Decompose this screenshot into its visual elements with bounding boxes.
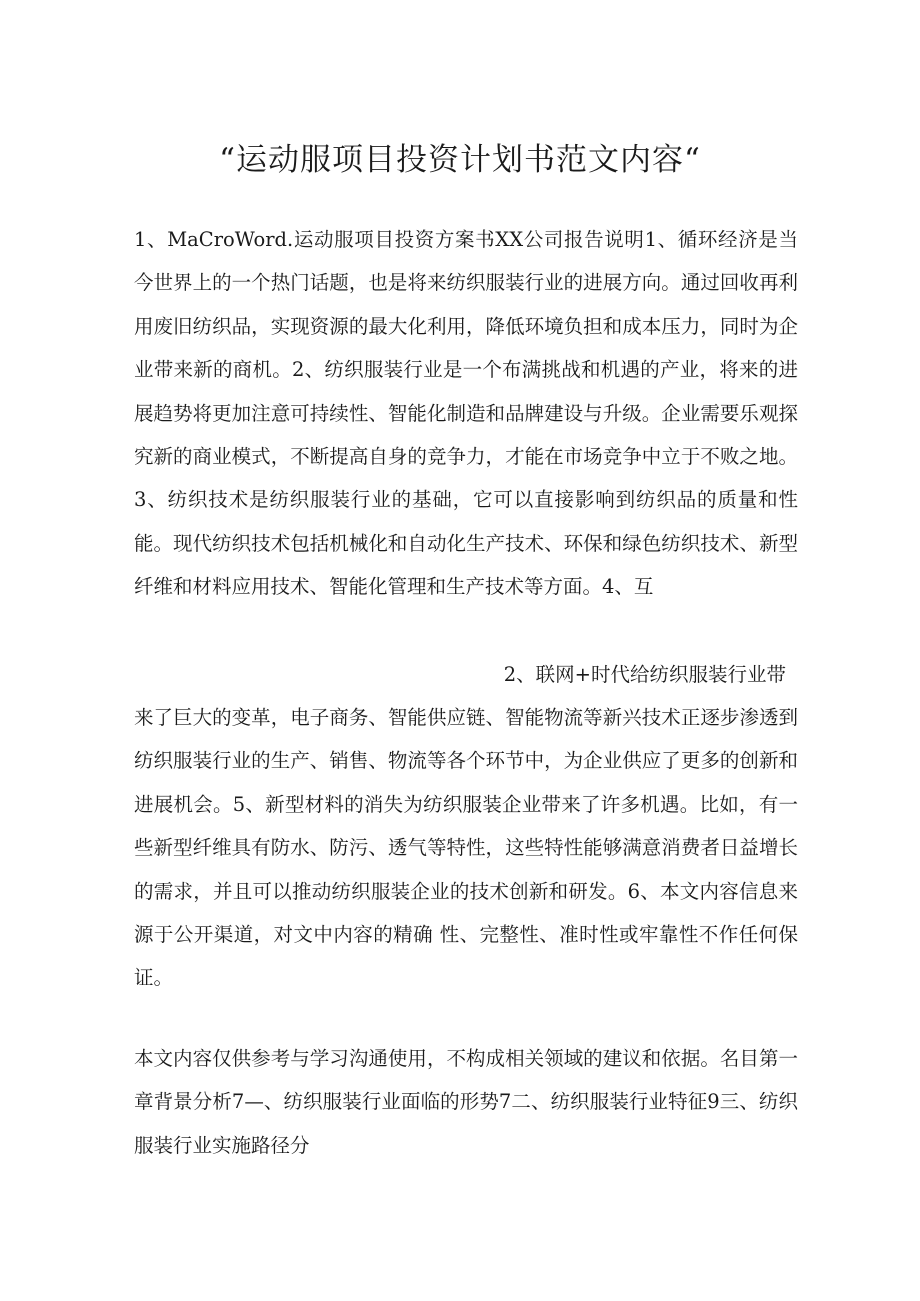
paragraph-1: 1、MaCroWord.运动服项目投资方案书XX公司报告说明1、循环经济是当今世界上的一个热门话题，也是将来纺织服装行业的进展方向。通过回收再利用废旧纺织品，实现资源的最大化利用，降低环境负担和成本压力，同时为企业带来新的商机。2、纺织服装行业是一个布满挑战和机遇的产业，将来的进展趋势将更加注意可持续性、智能化制造和品牌建设与升级。企业需要乐观探究新的商业模式，不断提高自身的竞争力，才能在市场竞争中立于不败之地。3、纺织技术是纺织服装行业的基础，它可以直接影响到纺织品的质量和性能。现代纺织技术包括机械化和自动化生产技术、环保和绿色纺织技术、新型纤维和材料应用技术、智能化管理和生产技术等方面。4、互 xyxy=(134,228,798,599)
paragraph-3: 本文内容仅供参考与学习沟通使用，不构成相关领域的建议和依据。名目第一章背景分析7—、纺织服装行业面临的形势7二、纺织服装行业特征9三、纺织服装行业实施路径分 xyxy=(134,1047,798,1157)
right-aligned-line: 2、联网+时代给纺织服装行业带 xyxy=(503,663,786,686)
document-title: “运动服项目投资计划书范文内容“ xyxy=(219,142,701,178)
paragraph-2: 来了巨大的变革，电子商务、智能供应链、智能物流等新兴技术正逐步渗透到纺织服装行业的生产、销售、物流等各个环节中，为企业供应了更多的创新和进展机会。5、新型材料的消失为纺织服装企业带来了许多机遇。比如，有一些新型纤维具有防水、防污、透气等特性，这些特性能够满意消费者日益增长的需求，并且可以推动纺织服装企业的技术创新和研发。6、本文内容信息来源于公开渠道，对文中内容的精确 性、完整性、准时性或牢靠性不作任何保证。 xyxy=(134,706,798,990)
